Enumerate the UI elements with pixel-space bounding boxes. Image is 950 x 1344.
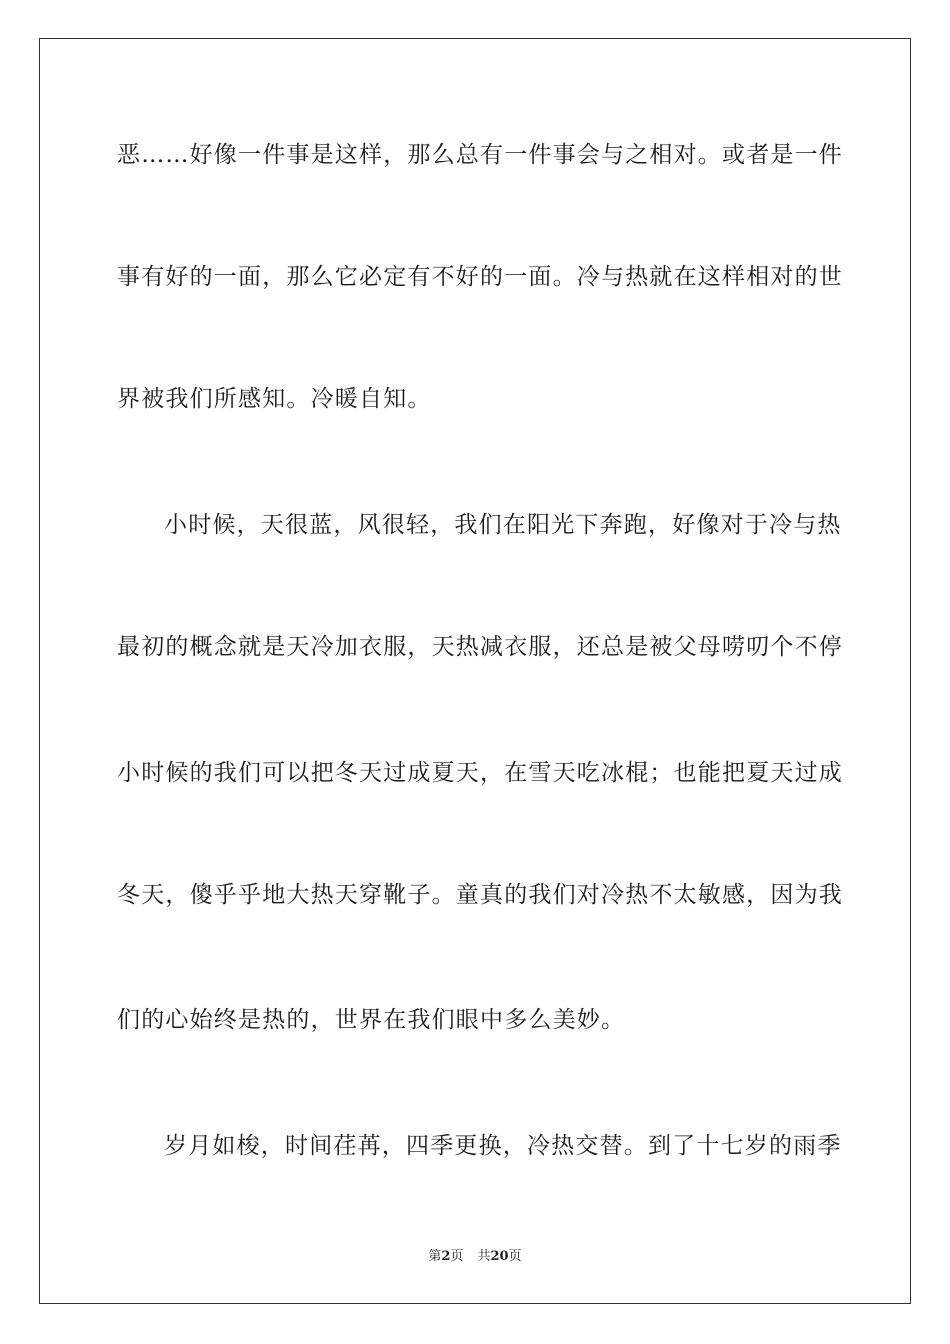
total-prefix: 共 [477, 1249, 491, 1264]
paragraph-line: 事有好的一面，那么它必定有不好的一面。冷与热就在这样相对的世 [117, 264, 843, 290]
paragraph-line: 恶……好像一件事是这样，那么总有一件事会与之相对。或者是一件 [117, 142, 843, 168]
page-suffix: 页 [450, 1249, 464, 1264]
page-number: 2 [441, 1249, 451, 1264]
total-pages: 20 [490, 1249, 509, 1264]
page-footer [0, 1248, 950, 1266]
total-suffix: 页 [508, 1249, 522, 1264]
paragraph-line: 小时候的我们可以把冬天过成夏天，在雪天吃冰棍；也能把夏天过成 [117, 760, 843, 786]
page-prefix: 第 [428, 1249, 442, 1264]
paragraph-line: 界被我们所感知。冷暖自知。 [117, 386, 432, 412]
paragraph-line: 们的心始终是热的，世界在我们眼中多么美妙。 [117, 1007, 626, 1033]
paragraph-line: 岁月如梭，时间荏苒，四季更换，冷热交替。到了十七岁的雨季 [164, 1133, 842, 1159]
paragraph-line: 冬天，傻乎乎地大热天穿靴子。童真的我们对冷热不太敏感，因为我 [117, 882, 843, 908]
paragraph-line: 小时候，天很蓝，风很轻，我们在阳光下奔跑，好像对于冷与热 [164, 512, 842, 538]
page-border [39, 38, 911, 1304]
paragraph-line: 最初的概念就是天冷加衣服，天热减衣服，还总是被父母唠叨个不停 [117, 634, 843, 660]
